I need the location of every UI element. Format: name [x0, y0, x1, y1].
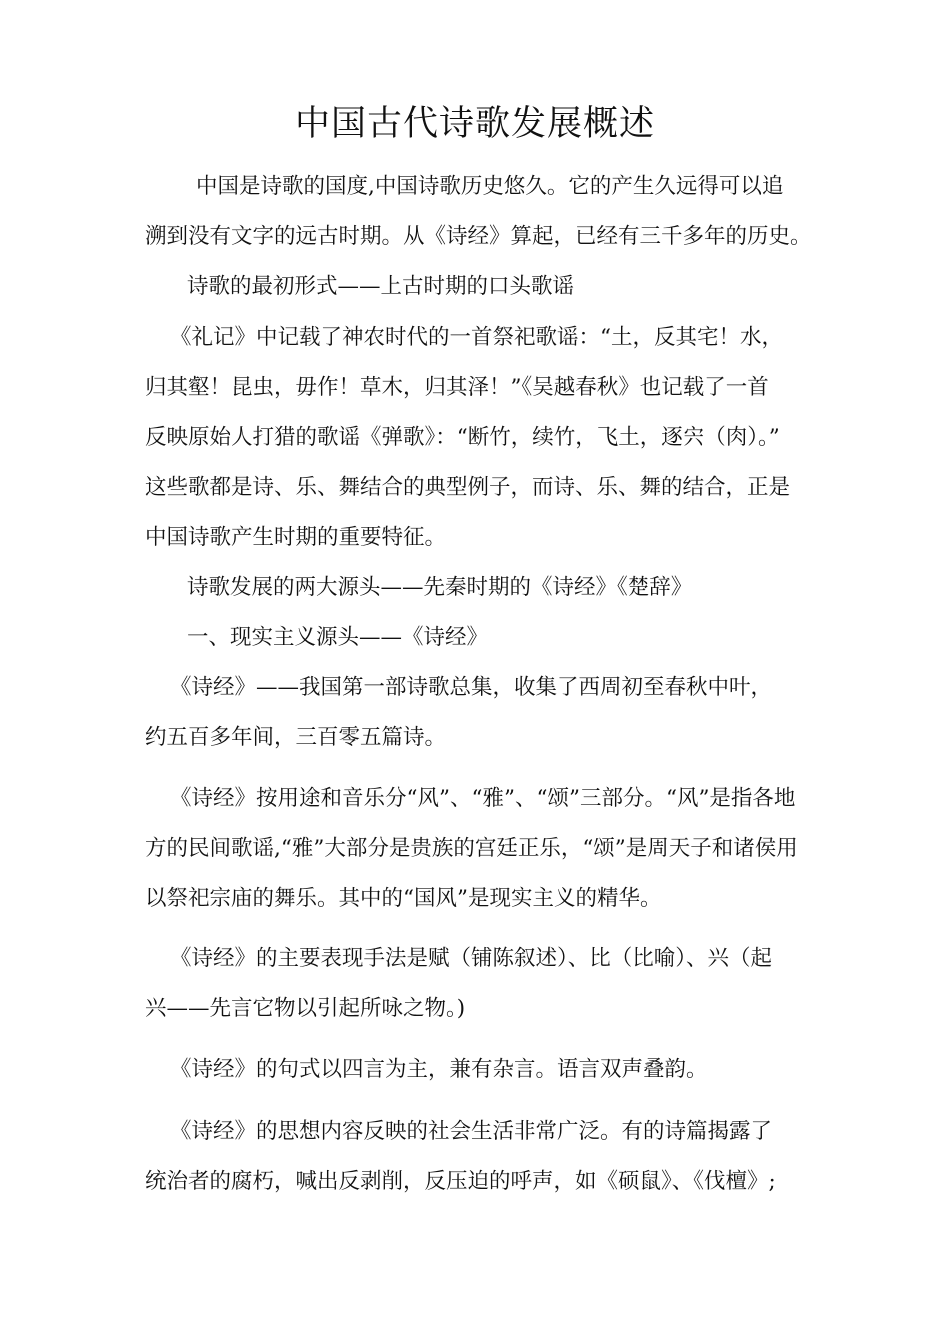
document-title: 中国古代诗歌发展概述	[294, 104, 655, 144]
text-line: 《诗经》的思想内容反映的社会生活非常广泛。有的诗篇揭露了	[170, 1119, 773, 1144]
text-line: 《诗经》——我国第一部诗歌总集，收集了西周初至春秋中叶，	[170, 675, 773, 700]
text-line: 以祭祀宗庙的舞乐。其中的“国风”是现实主义的精华。	[145, 886, 662, 911]
text-line: 《诗经》的句式以四言为主，兼有杂言。语言双声叠韵。	[170, 1057, 708, 1082]
text-line: 兴——先言它物以引起所咏之物。)	[145, 996, 466, 1021]
section-heading: 诗歌发展的两大源头——先秦时期的《诗经》《楚辞》	[187, 575, 693, 600]
text-line: 中国是诗歌的国度,中国诗歌历史悠久。它的产生久远得可以追	[196, 174, 784, 199]
text-line: 溯到没有文字的远古时期。从《诗经》算起，已经有三千多年的历史。	[145, 224, 812, 249]
text-line: 这些歌都是诗、乐、舞结合的典型例子，而诗、乐、舞的结合，正是	[145, 475, 791, 500]
text-line: 统治者的腐朽，喊出反剥削，反压迫的呼声，如《硕鼠》、《伐檀》;	[145, 1169, 776, 1194]
section-heading: 一、现实主义源头——《诗经》	[187, 625, 489, 650]
text-line: 《诗经》按用途和音乐分“风”、“雅”、“颂”三部分。“风”是指各地	[170, 786, 796, 811]
text-line: 约五百多年间，三百零五篇诗。	[145, 725, 447, 750]
text-line: 《礼记》中记载了神农时代的一首祭祀歌谣：“土，反其宅！水，	[170, 325, 783, 350]
text-line: 中国诗歌产生时期的重要特征。	[145, 525, 447, 550]
text-line: 归其壑！昆虫，毋作！草木，归其泽！”《吴越春秋》也记载了一首	[145, 375, 769, 400]
section-heading: 诗歌的最初形式——上古时期的口头歌谣	[187, 274, 575, 299]
text-line: 方的民间歌谣,“雅”大部分是贵族的宫廷正乐，“颂”是周天子和诸侯用	[145, 836, 798, 861]
text-line: 反映原始人打猎的歌谣《弹歌》：“断竹，续竹，飞土，逐宍（肉）。”	[145, 425, 780, 450]
text-line: 《诗经》的主要表现手法是赋（铺陈叙述）、比（比喻）、兴（起	[170, 946, 773, 971]
